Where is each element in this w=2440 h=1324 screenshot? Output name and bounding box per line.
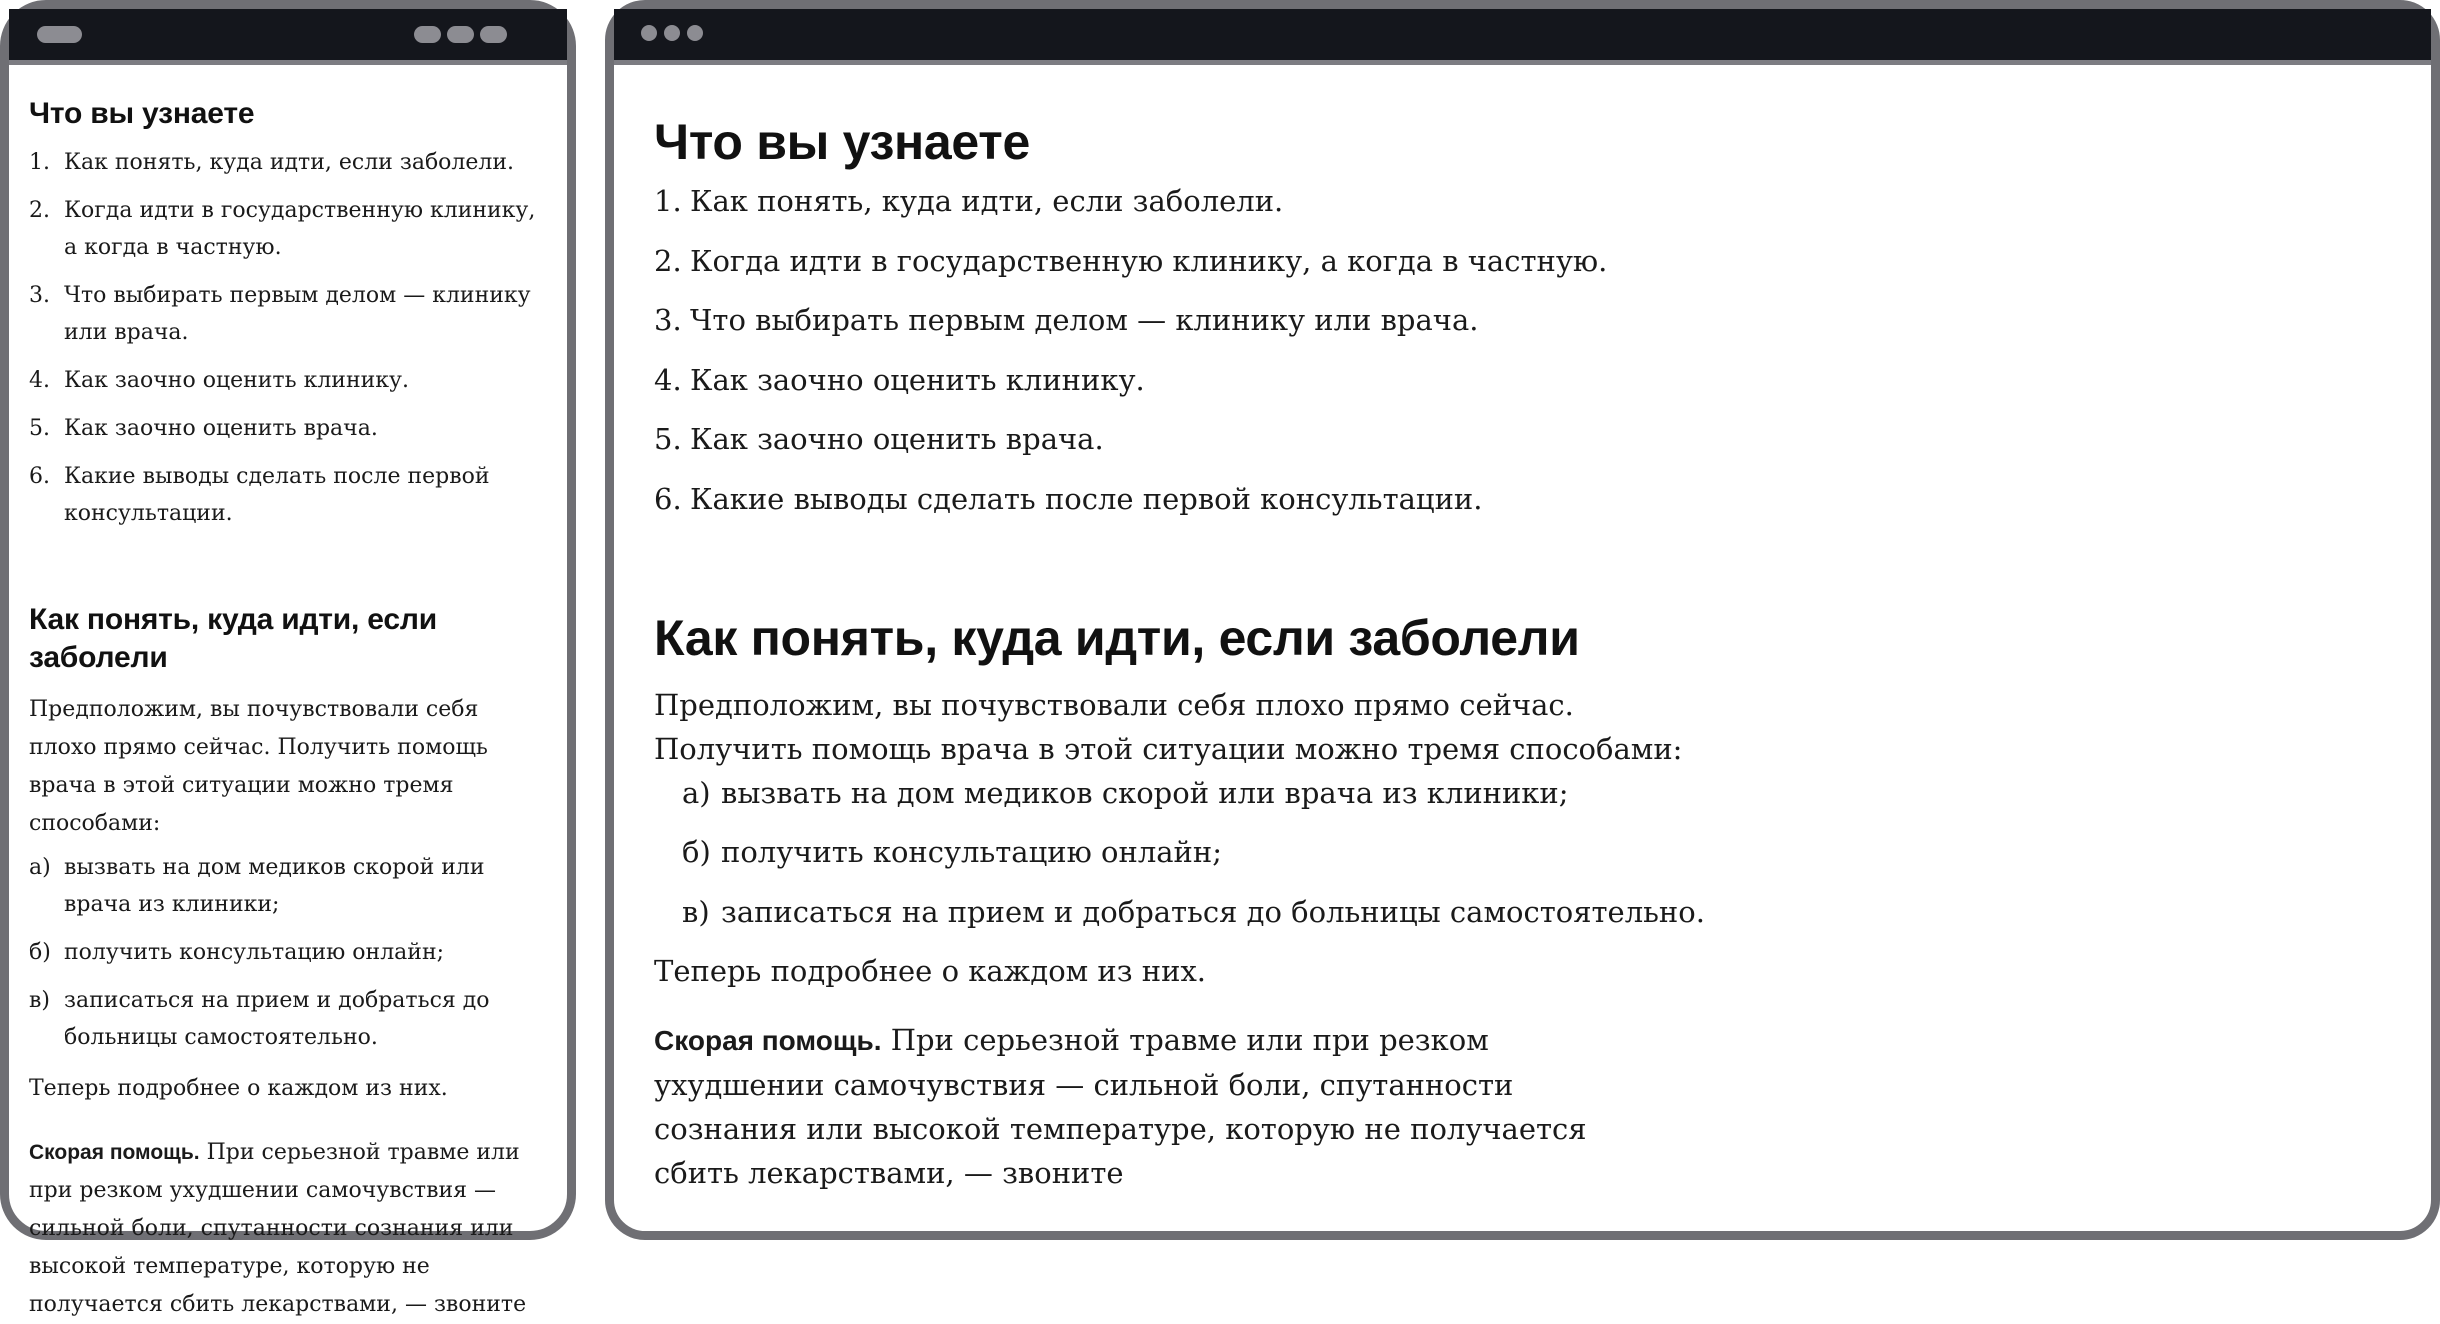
toc-item[interactable] — [29, 144, 545, 181]
toc-item-text: Как заочно оценить клинику. — [64, 368, 409, 393]
toc-item[interactable] — [654, 417, 2431, 461]
ways-item-text: записаться на прием и добраться до больницы самостоятельно. — [64, 988, 490, 1050]
mobile-menu-pill-icon[interactable] — [37, 26, 82, 43]
toc-item-text: Когда идти в государственную клинику, а когда в частную. — [690, 243, 1608, 278]
toc-item-text: Какие выводы сделать после первой консультации. — [690, 481, 1483, 516]
ways-item-text: вызвать на дом медиков скорой или врача из клиники; — [721, 775, 1569, 810]
toc-item-number: 1. — [654, 184, 682, 218]
mobile-title-bar — [9, 9, 567, 65]
ambulance-lead: Скорая помощь. — [29, 1141, 200, 1164]
ways-item-letter: а) — [682, 775, 711, 810]
toc-heading: Что вы узнаете — [654, 114, 1030, 170]
toc-item-number: 2. — [654, 243, 682, 278]
toc-item-number: 3. — [654, 303, 682, 337]
window-control-dot-icon[interactable] — [641, 25, 657, 41]
intro-paragraph: Предположим, вы почувствовали себя плохо прямо сейчас. Получить помощь врача в этой ситуации можно тремя способами: — [29, 697, 488, 836]
toc-list — [29, 144, 545, 532]
toc-item-text: Как заочно оценить врача. — [690, 422, 1104, 456]
desktop-preview-frame — [605, 0, 2440, 1240]
ambulance-text: При серьезной травме или при резком ухудшении самочувствия — сильной боли, спутанности сознания или высокой температуре, которую не получается сбить лекарствами, — звоните — [29, 1140, 527, 1317]
ways-item — [29, 982, 545, 1056]
ways-item-letter: б) — [682, 835, 711, 869]
toc-item-number: 6. — [29, 464, 50, 489]
ways-item-letter: в) — [29, 988, 50, 1013]
mobile-preview-frame — [0, 0, 576, 1317]
toc-item-number: 5. — [654, 422, 682, 456]
mobile-control-pill-icon[interactable] — [447, 26, 474, 43]
ways-item-text: получить консультацию онлайн; — [64, 940, 445, 965]
section-heading: Как понять, куда идти, если заболели — [29, 603, 437, 674]
toc-item-number: 4. — [29, 368, 50, 393]
mobile-control-pill-icon[interactable] — [414, 26, 441, 43]
ambulance-text: При серьезной травме или при резком ухудшении самочувствия — сильной боли, спутанности сознания или высокой температуре, которую не получается сбить лекарствами, — звоните — [654, 1023, 1587, 1190]
window-control-dot-icon[interactable] — [664, 25, 680, 41]
ways-item-letter: а) — [29, 855, 51, 880]
ways-item-text: получить консультацию онлайн; — [721, 835, 1222, 869]
toc-item-number: 4. — [654, 362, 682, 397]
section-heading: Как понять, куда идти, если заболели — [654, 609, 1580, 666]
desktop-title-bar — [614, 9, 2431, 65]
toc-item-text: Как понять, куда идти, если заболели. — [64, 150, 515, 175]
toc-item-number: 2. — [29, 198, 50, 223]
desktop-article — [614, 65, 2431, 1231]
window-control-dot-icon[interactable] — [687, 25, 703, 41]
ways-list — [29, 849, 545, 1056]
transition-paragraph: Теперь подробнее о каждом из них. — [29, 1076, 448, 1101]
toc-item-text: Что выбирать первым делом — клинику или врача. — [64, 283, 531, 345]
transition-paragraph: Теперь подробнее о каждом из них. — [654, 954, 1207, 988]
ways-item-text: записаться на прием и добраться до больницы самостоятельно. — [721, 894, 1705, 929]
toc-item[interactable] — [29, 277, 545, 351]
toc-item-text: Какие выводы сделать после первой консультации. — [64, 464, 490, 526]
toc-item[interactable] — [29, 458, 545, 532]
ways-item — [682, 830, 2431, 874]
mobile-article — [9, 65, 567, 1317]
ambulance-paragraph — [29, 1134, 545, 1324]
ways-item-text: вызвать на дом медиков скорой или врача из клиники; — [64, 855, 485, 917]
toc-item[interactable] — [654, 179, 2431, 223]
toc-item-number: 1. — [29, 150, 50, 175]
ways-item — [29, 934, 545, 971]
toc-item-text: Как понять, куда идти, если заболели. — [690, 184, 1284, 218]
mobile-control-pill-icon[interactable] — [480, 26, 507, 43]
toc-item-number: 6. — [654, 481, 682, 516]
ways-item-letter: б) — [29, 940, 51, 965]
ambulance-paragraph — [654, 1018, 1664, 1195]
toc-item[interactable] — [29, 410, 545, 447]
toc-item-text: Как заочно оценить врача. — [64, 416, 378, 441]
toc-item[interactable] — [29, 192, 545, 266]
toc-item-text: Как заочно оценить клинику. — [690, 362, 1145, 397]
toc-item-number: 3. — [29, 283, 50, 308]
ways-item — [29, 849, 545, 923]
toc-item[interactable] — [654, 298, 2431, 342]
toc-item[interactable] — [654, 477, 2431, 521]
toc-list — [654, 179, 2431, 521]
toc-item[interactable] — [29, 362, 545, 399]
ways-list — [654, 771, 2431, 934]
intro-paragraph: Предположим, вы почувствовали себя плохо прямо сейчас. Получить помощь врача в этой ситуации можно тремя способами: — [654, 687, 1683, 766]
toc-item-text: Когда идти в государственную клинику, а когда в частную. — [64, 198, 536, 260]
ambulance-lead: Скорая помощь. — [654, 1025, 882, 1056]
toc-item[interactable] — [654, 358, 2431, 402]
ways-item — [682, 890, 2431, 934]
ways-item-letter: в) — [682, 894, 710, 929]
toc-item-number: 5. — [29, 416, 50, 441]
ways-item — [682, 771, 2431, 815]
toc-item[interactable] — [654, 239, 2431, 283]
toc-item-text: Что выбирать первым делом — клинику или врача. — [690, 303, 1479, 337]
toc-heading: Что вы узнаете — [29, 97, 255, 130]
